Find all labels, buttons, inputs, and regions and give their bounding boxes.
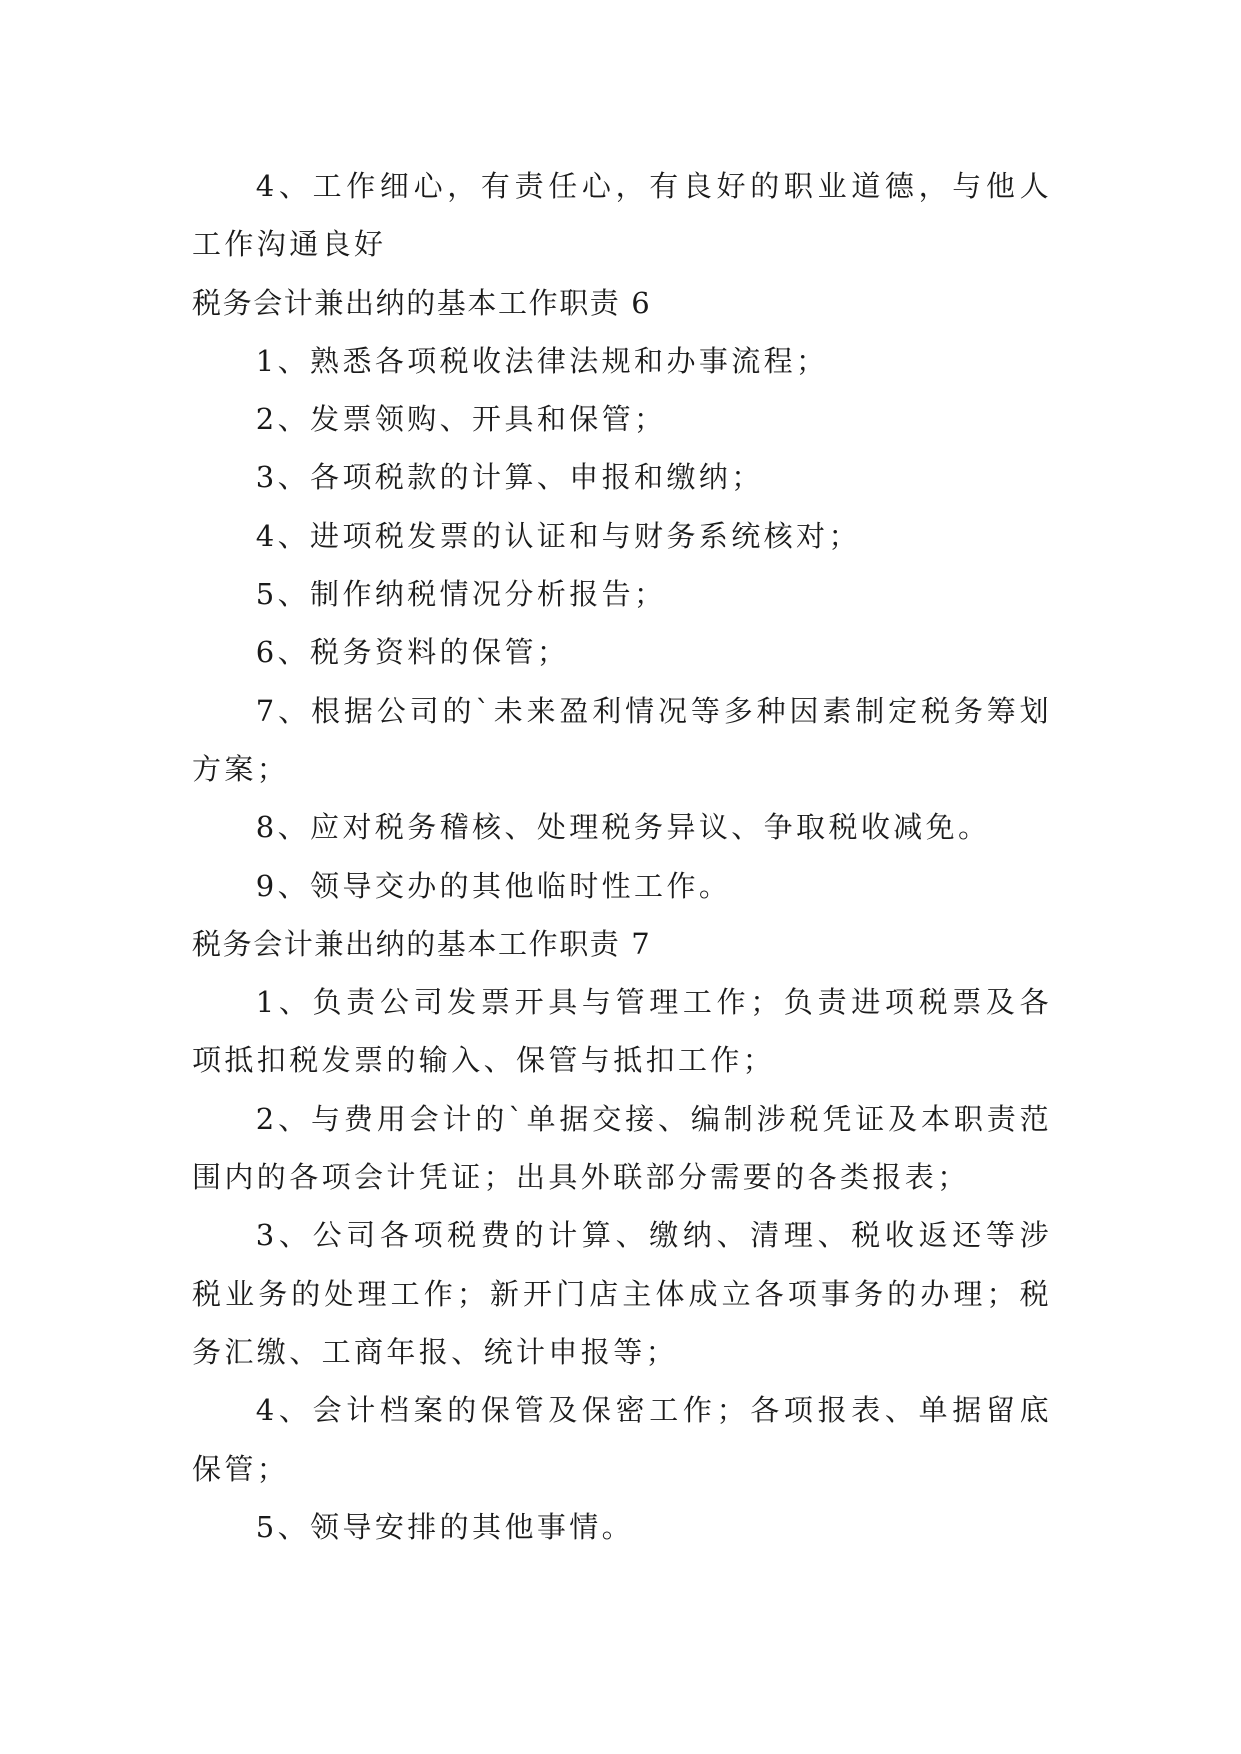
paragraph: 6、税务资料的保管； xyxy=(255,635,570,670)
section-heading: 税务会计兼出纳的基本工作职责 7 xyxy=(192,926,652,961)
section-heading: 税务会计兼出纳的基本工作职责 6 xyxy=(192,285,652,320)
paragraph: 4、工作细心，有责任心，有良好的职业道德，与他人工作沟通良好 xyxy=(192,169,1052,262)
document-body xyxy=(192,157,1052,1556)
paragraph: 3、公司各项税费的计算、缴纳、清理、税收返还等涉税业务的处理工作；新开门店主体成立各项事务的办理；税务汇缴、工商年报、统计申报等； xyxy=(192,1218,1052,1369)
paragraph: 5、制作纳税情况分析报告； xyxy=(255,577,667,612)
paragraph: 5、领导安排的其他事情。 xyxy=(255,1509,635,1544)
paragraph: 1、负责公司发票开具与管理工作；负责进项税票及各项抵扣税发票的输入、保管与抵扣工作； xyxy=(192,985,1052,1078)
paragraph: 1、熟悉各项税收法律法规和办事流程； xyxy=(255,343,829,378)
paragraph: 8、应对税务稽核、处理税务异议、争取税收减免。 xyxy=(255,810,991,845)
paragraph: 2、与费用会计的`单据交接、编制涉税凭证及本职责范围内的各项会计凭证；出具外联部分需要的各类报表； xyxy=(192,1101,1052,1195)
paragraph: 4、进项税发票的认证和与财务系统核对； xyxy=(255,518,861,553)
paragraph: 2、发票领购、开具和保管； xyxy=(255,402,667,437)
paragraph: 4、会计档案的保管及保密工作；各项报表、单据留底保管； xyxy=(192,1393,1052,1486)
paragraph: 9、领导交办的其他临时性工作。 xyxy=(255,868,732,903)
paragraph: 7、根据公司的`未来盈利情况等多种因素制定税务筹划方案； xyxy=(192,693,1052,786)
paragraph: 3、各项税款的计算、申报和缴纳； xyxy=(255,460,764,495)
